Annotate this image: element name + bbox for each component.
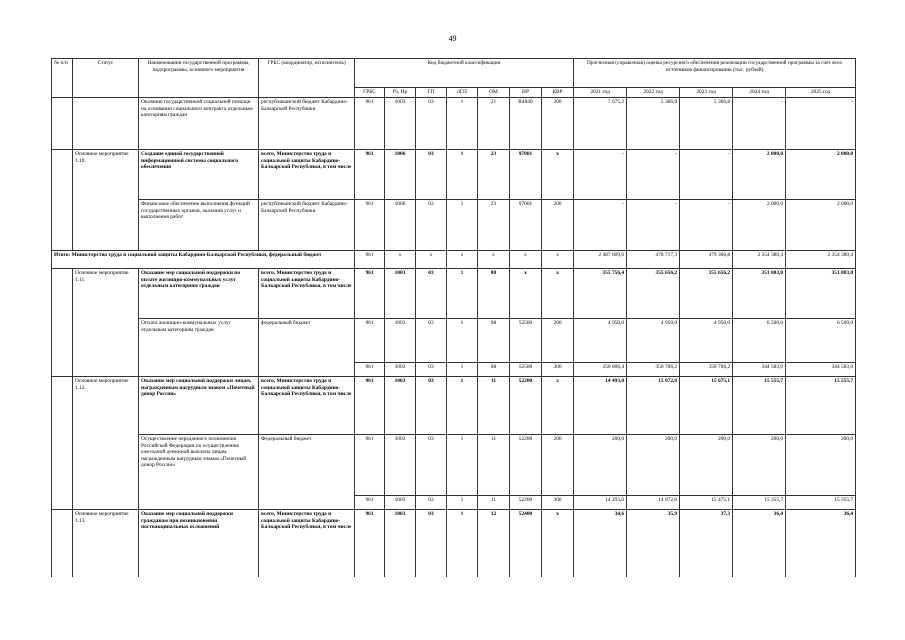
code-cell: 1 (447, 435, 478, 496)
value-cell: 15 355,7 (786, 496, 856, 510)
code-cell: 03 (416, 269, 447, 319)
code-cell: 300 (542, 363, 574, 377)
value-cell: 5 366,8 (680, 98, 733, 150)
code-cell: 11 (478, 435, 510, 496)
code-cell: 961 (355, 269, 385, 319)
value-cell: 2 354 380,4 (786, 251, 856, 269)
status-cell (73, 98, 139, 150)
code-cell: 23 (478, 200, 510, 251)
code-cell: х (542, 150, 574, 200)
code-cell: 1003 (385, 269, 416, 319)
code-cell: 97001 (510, 200, 542, 251)
header-name: Наименования государственной программы, подпрограммы, основного мероприятия (139, 59, 259, 98)
code-cell: 1006 (385, 200, 416, 251)
code-cell: х (542, 251, 574, 269)
value-cell: - (680, 200, 733, 251)
year-header: 2023 год (680, 88, 733, 98)
code-cell: 200 (542, 200, 574, 251)
code-cell: 961 (355, 510, 385, 577)
code-cell: 1 (447, 98, 478, 150)
code-cell: 1006 (385, 150, 416, 200)
subheader-cell: КВР (542, 88, 574, 98)
code-cell: 200 (542, 98, 574, 150)
value-cell: 14 872,6 (627, 496, 680, 510)
name-cell: Оказание государственной социальной помощи на основании социального контракта отдельным категориям граждан (139, 98, 259, 150)
code-cell: 1 (447, 150, 478, 200)
value-cell: 200,0 (733, 435, 786, 496)
num-cell (52, 377, 73, 510)
code-cell: 97001 (510, 150, 542, 200)
name-cell: Финансовое обеспечение выполнения функций государственных органов, оказания услуг и выполнения работ (139, 200, 259, 251)
table-row (52, 435, 856, 496)
code-cell: 961 (355, 319, 385, 363)
value-cell: 36,4 (733, 510, 786, 577)
value-cell: 37,3 (680, 510, 733, 577)
num-cell (52, 98, 73, 150)
grbs-cell: федеральный бюджет (259, 319, 355, 377)
value-cell: 7 675,2 (574, 98, 627, 150)
table-row (52, 319, 856, 363)
code-cell: 1003 (385, 319, 416, 363)
code-cell: х (542, 377, 574, 435)
value-cell: 4 950,0 (574, 319, 627, 363)
code-cell: 1003 (385, 496, 416, 510)
header-status: Статус (73, 59, 139, 98)
grbs-cell: всего, Министерство труда и социальной защиты Кабардино-Балкарской Республики, в том числе (259, 377, 355, 435)
code-cell: 08 (478, 269, 510, 319)
code-cell: 1003 (385, 98, 416, 150)
value-cell: 15 675,1 (680, 377, 733, 435)
value-cell: 36,4 (786, 510, 856, 577)
num-cell (52, 150, 73, 251)
code-cell: 961 (355, 98, 385, 150)
value-cell: 2 000,0 (733, 150, 786, 200)
num-cell (52, 269, 73, 377)
value-cell: 350 806,4 (574, 363, 627, 377)
year-header: 2021 год (574, 88, 627, 98)
table-row (52, 150, 856, 200)
code-cell: 1003 (385, 363, 416, 377)
code-cell: 1 (447, 377, 478, 435)
code-cell: 1 (447, 319, 478, 363)
code-cell: 961 (355, 435, 385, 496)
value-cell: 2 000,0 (786, 150, 856, 200)
table-row (52, 251, 856, 269)
value-cell: - (680, 150, 733, 200)
status-cell: Основное мероприятие 1.10. (73, 150, 139, 251)
code-cell: 52500 (510, 363, 542, 377)
header-row (52, 59, 856, 88)
table-row (52, 377, 856, 435)
value-cell: 350 706,2 (627, 363, 680, 377)
code-cell: 03 (416, 319, 447, 363)
value-cell: 479 366,8 (680, 251, 733, 269)
code-cell: 03 (416, 150, 447, 200)
status-cell: Основное мероприятие 1.12. (73, 377, 139, 510)
code-cell: 21 (478, 98, 510, 150)
value-cell: 15 355,7 (733, 496, 786, 510)
code-cell: 11 (478, 377, 510, 435)
grbs-cell: Федеральный бюджет (259, 435, 355, 510)
value-cell: 351 083,0 (733, 269, 786, 319)
code-cell: х (385, 251, 416, 269)
table-row (52, 269, 856, 319)
value-cell: 35,9 (627, 510, 680, 577)
value-cell: 355 656,2 (627, 269, 680, 319)
value-cell: - (733, 98, 786, 150)
value-cell: 2 000,0 (786, 200, 856, 251)
value-cell: 15 072,6 (627, 377, 680, 435)
value-cell: 15 555,7 (733, 377, 786, 435)
grbs-cell: республиканский бюджет Кабардино-Балкарской Республики (259, 98, 355, 150)
year-header: 2022 год (627, 88, 680, 98)
value-cell: 350 706,2 (680, 363, 733, 377)
subheader-cell: НР (510, 88, 542, 98)
table-row (52, 200, 856, 251)
code-cell: 200 (542, 435, 574, 496)
status-cell: Основное мероприятие 1.11. (73, 269, 139, 377)
value-cell: 2 000,0 (733, 200, 786, 251)
code-cell: 1 (447, 200, 478, 251)
year-header: 2025 год (786, 88, 856, 98)
code-cell: 200 (542, 319, 574, 363)
value-cell: 351 083,0 (786, 269, 856, 319)
value-cell: 200,0 (680, 435, 733, 496)
code-cell: х (510, 269, 542, 319)
value-cell: 355 656,2 (680, 269, 733, 319)
code-cell: х (510, 251, 542, 269)
code-cell: 03 (416, 435, 447, 496)
grbs-cell: всего, Министерство труда и социальной защиты Кабардино-Балкарской Республики, в том числе (259, 150, 355, 200)
status-cell: Основное мероприятие 1.13. (73, 510, 139, 577)
code-cell: 1 (447, 496, 478, 510)
code-cell: 03 (416, 98, 447, 150)
code-cell: 1 (447, 363, 478, 377)
code-cell: 23 (478, 150, 510, 200)
grbs-cell: всего, Министерство труда и социальной защиты Кабардино-Балкарской Республики, в том числе (259, 269, 355, 319)
value-cell: - (627, 200, 680, 251)
value-cell: - (627, 150, 680, 200)
code-cell: 1003 (385, 510, 416, 577)
subheader-cell: ГП (416, 88, 447, 98)
code-cell: 300 (542, 496, 574, 510)
code-cell: 03 (416, 510, 447, 577)
value-cell: 34,6 (574, 510, 627, 577)
code-cell: 961 (355, 150, 385, 200)
code-cell: R4040 (510, 98, 542, 150)
code-cell: 961 (355, 251, 385, 269)
name-cell: Оказание мер социальной поддержки по оплате жилищно-коммунальных услуг отдельным категориям граждан (139, 269, 259, 319)
code-cell: 961 (355, 496, 385, 510)
subheader-cell: ГРБС (355, 88, 385, 98)
code-cell: х (542, 510, 574, 577)
code-cell: 52200 (510, 377, 542, 435)
code-cell: 52500 (510, 319, 542, 363)
subheader-cell: пГП (447, 88, 478, 98)
value-cell: 14 293,0 (574, 496, 627, 510)
header-code: Код бюджетной классификации (355, 59, 574, 88)
value-cell: 15 475,1 (680, 496, 733, 510)
code-cell: 961 (355, 377, 385, 435)
code-cell: 52200 (510, 496, 542, 510)
value-cell: 5 366,8 (627, 98, 680, 150)
code-cell: 961 (355, 363, 385, 377)
value-cell: 200,0 (574, 435, 627, 496)
subheader-cell: ОМ (478, 88, 510, 98)
value-cell: 200,0 (786, 435, 856, 496)
code-cell: 12 (478, 510, 510, 577)
value-cell: 4 950,0 (680, 319, 733, 363)
code-cell: 52200 (510, 435, 542, 496)
code-cell: 08 (478, 319, 510, 363)
code-cell: х (447, 251, 478, 269)
value-cell: 344 583,0 (733, 363, 786, 377)
subheader-cell: Рз, Пр (385, 88, 416, 98)
value-cell: 2 354 380,4 (733, 251, 786, 269)
num-cell (52, 510, 73, 577)
value-cell: 4 950,0 (627, 319, 680, 363)
budget-table (51, 58, 856, 577)
value-cell: 15 555,7 (786, 377, 856, 435)
code-cell: 961 (355, 200, 385, 251)
name-cell: Создание единой государственной информационной системы социального обеспечения (139, 150, 259, 200)
code-cell: 1003 (385, 435, 416, 496)
value-cell: - (574, 150, 627, 200)
value-cell: 6 500,0 (733, 319, 786, 363)
name-cell: Оплата жилищно-коммунальных услуг отдельным категориям граждан (139, 319, 259, 377)
header-grbs: ГРБС (координатор, исполнитель) (259, 59, 355, 98)
year-header: 2024 год (733, 88, 786, 98)
table-row (52, 510, 856, 577)
header-forecast: Прогнозная (справочная) оценка ресурсного обеспечения реализации государственной программы за счет всех источников финансирования (тыс. рублей) (574, 59, 856, 88)
code-cell: 03 (416, 200, 447, 251)
code-cell: 03 (416, 496, 447, 510)
code-cell: 1 (447, 269, 478, 319)
grbs-cell: республиканский бюджет Кабардино-Балкарской Республики (259, 200, 355, 251)
value-cell: 200,0 (627, 435, 680, 496)
value-cell: 14 493,0 (574, 377, 627, 435)
header-num: № п/п (52, 59, 73, 98)
name-cell: Оказание мер социальной поддержки гражданам при возникновении поствакцинальных осложнений (139, 510, 259, 577)
value-cell: - (786, 98, 856, 150)
code-cell: 08 (478, 363, 510, 377)
code-cell: 03 (416, 363, 447, 377)
value-cell: - (574, 200, 627, 251)
code-cell: 11 (478, 496, 510, 510)
code-cell: 1 (447, 510, 478, 577)
code-cell: х (542, 269, 574, 319)
value-cell: 2 487 609,6 (574, 251, 627, 269)
table-row (52, 98, 856, 150)
total-label: Итого: Министерство труда и социальной защиты Кабардино-Балкарской Республики, федеральный бюджет (52, 251, 355, 269)
value-cell: 355 756,4 (574, 269, 627, 319)
code-cell: 52400 (510, 510, 542, 577)
code-cell: 1003 (385, 377, 416, 435)
code-cell: х (416, 251, 447, 269)
name-cell: Оказание мер социальной поддержки лицам, награжденным нагрудным знаком «Почетный донор России» (139, 377, 259, 435)
value-cell: 478 717,3 (627, 251, 680, 269)
value-cell: 344 583,0 (786, 363, 856, 377)
code-cell: 03 (416, 377, 447, 435)
code-cell: х (478, 251, 510, 269)
page-number: 49 (448, 34, 457, 43)
grbs-cell: всего, Министерство труда и социальной защиты Кабардино-Балкарской Республики, в том числе (259, 510, 355, 577)
name-cell: Осуществление переданного полномочия Российской Федерации по осуществлению ежегодной денежной выплаты лицам, награжденным нагрудным знаком «Почетный донор России» (139, 435, 259, 510)
value-cell: 6 500,0 (786, 319, 856, 363)
